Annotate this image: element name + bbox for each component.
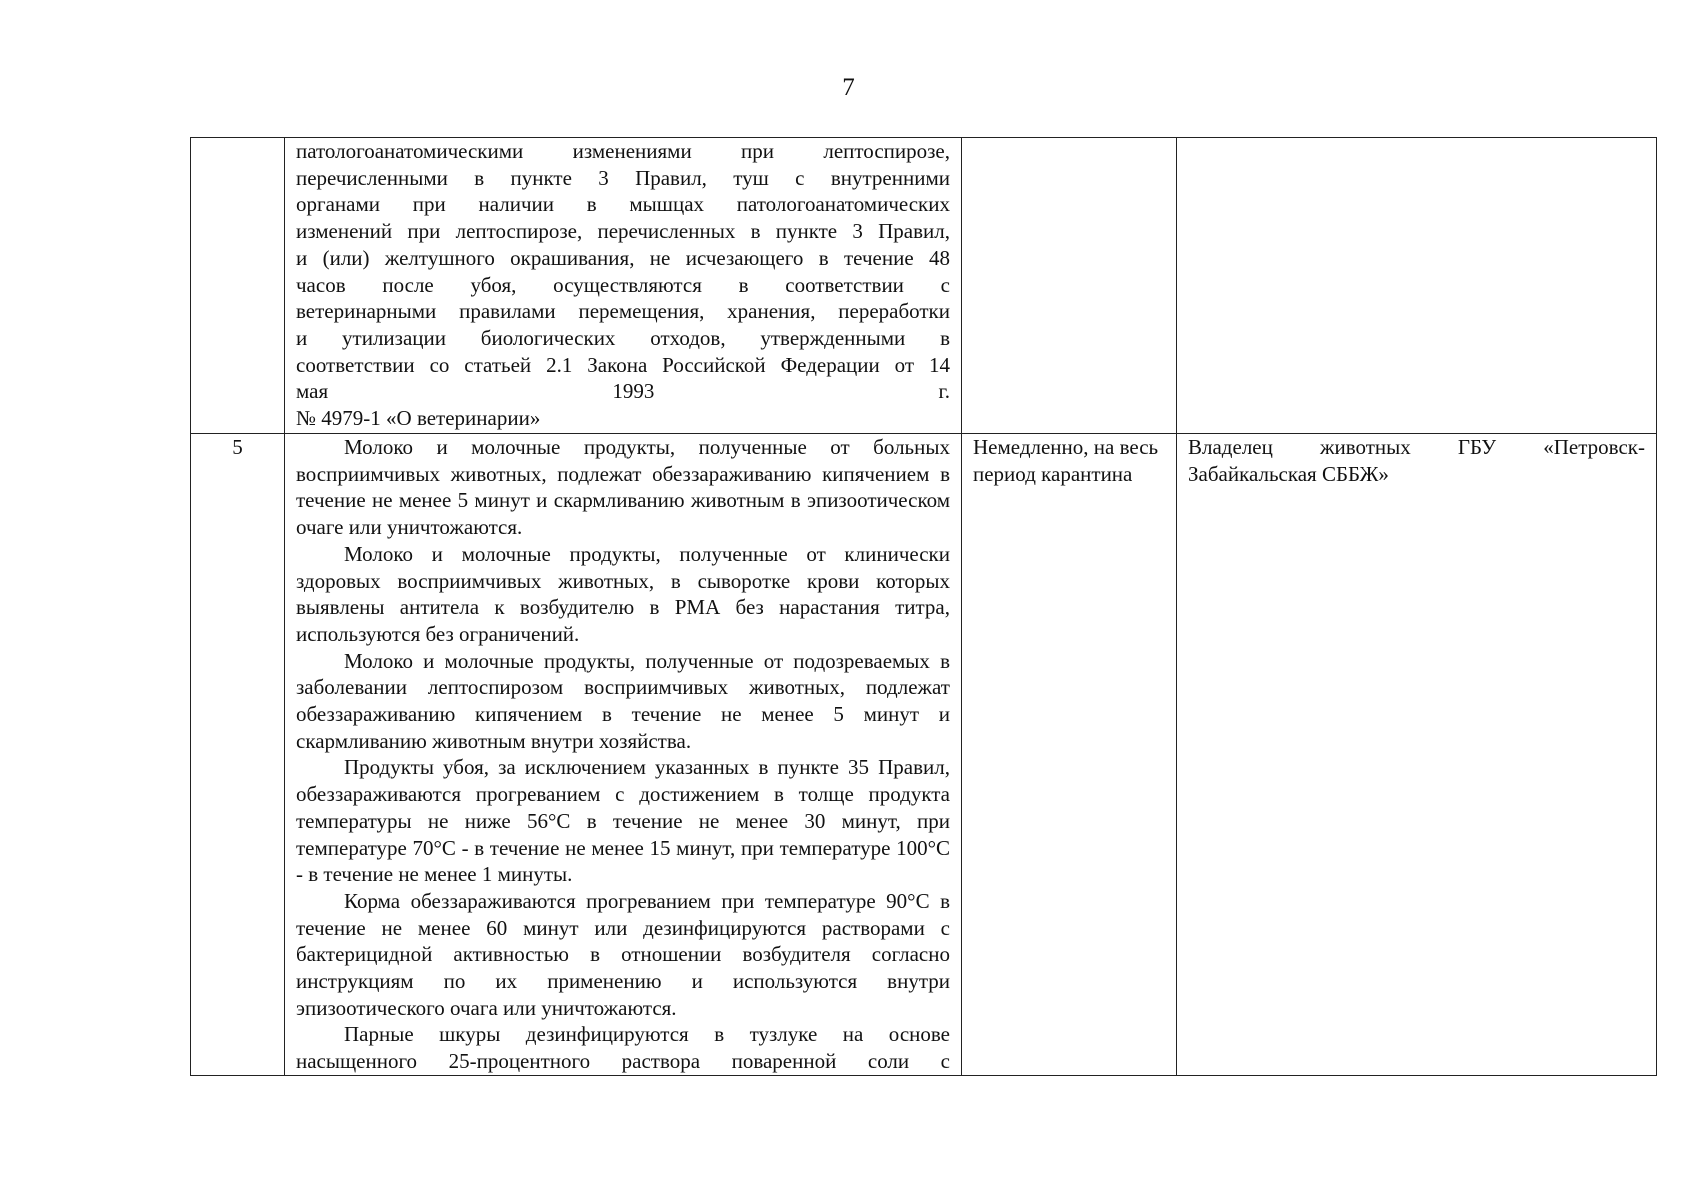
paragraph-feed: Корма обеззараживаются прогреванием при температуре 90°С в течение не менее 60 минут или дезинфицируются растворами с бактерицидной активностью в отношении возбудителя согласно инструкциям по их применению и используются внутри эпизоотического очага или уничтожаются. [296,888,950,1020]
text-line: патологоанатомическими изменениями при лептоспирозе, [296,139,950,163]
page-number: 7 [842,74,855,101]
measure-text-cell [285,138,962,434]
table-row-continuation [191,138,1657,434]
responsible-cell-empty [1177,138,1657,434]
paragraph-milk-suspected: Молоко и молочные продукты, полученные от подозреваемых в заболевании лептоспирозом восприимчивых животных, подлежат обеззараживанию кипячением в течение не менее 5 минут и скармливанию животным внутри хозяйства. [296,648,950,753]
measure-text-clip [296,434,950,1075]
row-number-cell: 5 [191,434,285,1076]
text-line: № 4979-1 «О ветеринарии» [296,406,541,431]
table-row-5 [191,434,1657,1076]
measure-text-cell [285,434,962,1076]
text-line: часов после убоя, осуществляются в соответствии с [296,272,950,297]
paragraph-milk-sick: Молоко и молочные продукты, полученные от больных восприимчивых животных, подлежат обеззараживанию кипячением в течение не менее 5 минут и скармливанию животным в эпизоотическом очаге или уничтожаются. [296,435,950,540]
text-line: органами при наличии в мышцах патологоанатомических [296,192,950,217]
deadline-cell-empty [962,138,1177,434]
responsible-cell: Владелец животных ГБУ «Петровск-Забайкальская СББЖ» [1177,434,1657,1076]
paragraph-slaughter-products: Продукты убоя, за исключением указанных в пункте 35 Правил, обеззараживаются прогреванием с достижением в толще продукта температуры не ниже 56°С в течение не менее 30 минут, при температуре 70°С - в течение не менее 15 минут, при температуре 100°С - в течение не менее 1 минуты. [296,755,950,887]
measures-table [190,137,1657,1076]
text-line: соответствии со статьей 2.1 Закона Российской Федерации от 14 [296,352,950,377]
text-line: и утилизации биологических отходов, утвержденными в [296,325,950,350]
text-line: мая 1993 г. [296,379,950,404]
row-number-cell-empty [191,138,285,434]
text-line: перечисленными в пункте 3 Правил, туш с внутренними [296,165,950,190]
paragraph-hides: Парные шкуры дезинфицируются в тузлуке на основе насыщенного 25-процентного раствора поваренной соли с [296,1022,950,1074]
paragraph-milk-healthy: Молоко и молочные продукты, полученные от клинически здоровых восприимчивых животных, в сыворотке крови которых выявлены антитела к возбудителю в РМА без нарастания титра, используются без ограничений. [296,541,950,646]
text-line: и (или) желтушного окрашивания, не исчезающего в течение 48 [296,245,950,270]
text-line: изменений при лептоспирозе, перечисленных в пункте 3 Правил, [296,219,950,244]
deadline-cell: Немедленно, на весь период карантина [962,434,1177,1076]
text-line: ветеринарными правилами перемещения, хранения, переработки [296,299,950,324]
